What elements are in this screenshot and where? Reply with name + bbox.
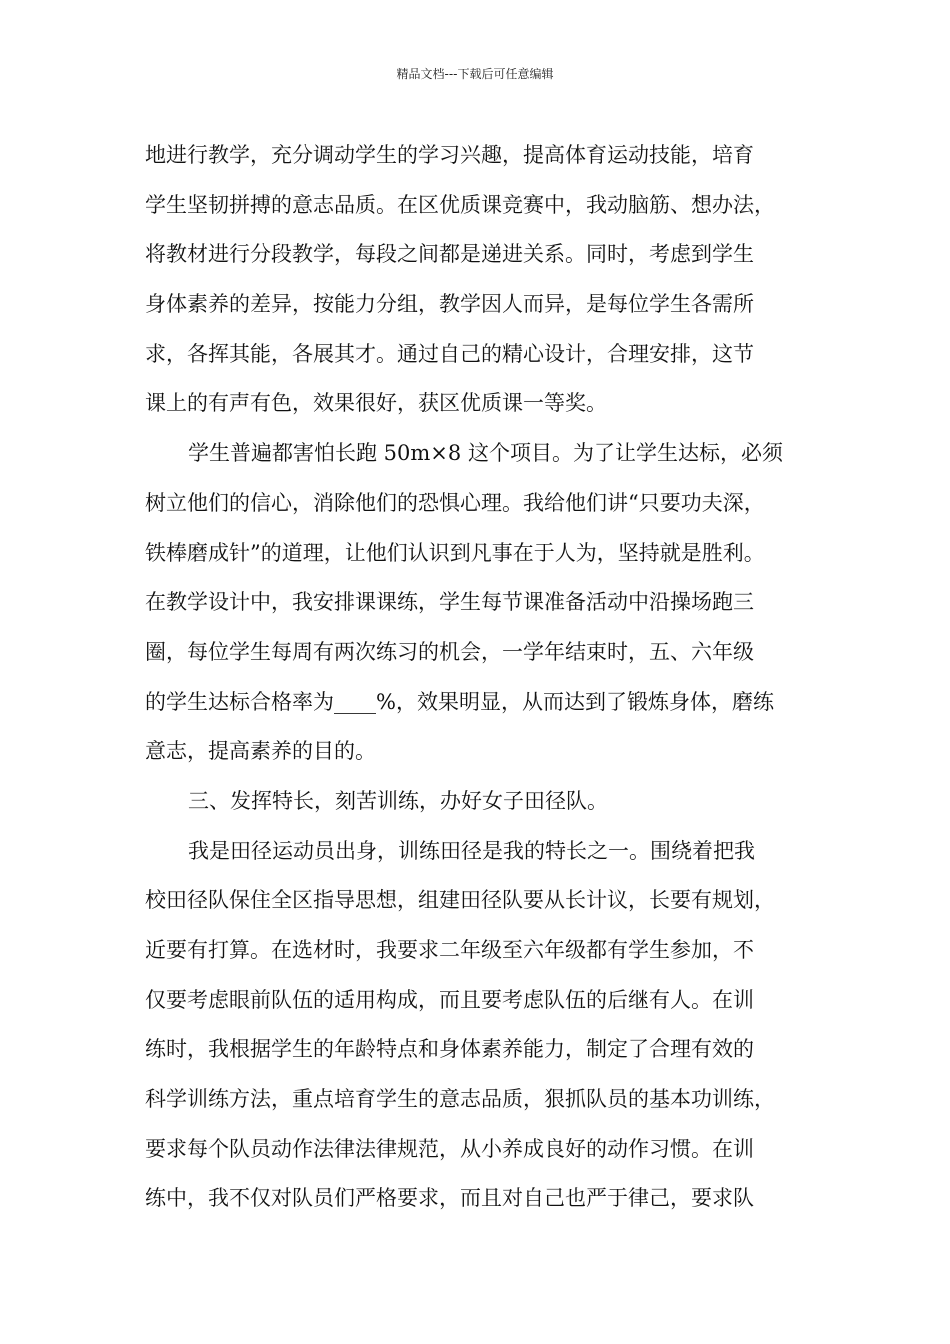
text-line: 地进行教学，充分调动学生的学习兴趣，提高体育运动技能，培育: [145, 143, 754, 167]
text-line: 身体素养的差异，按能力分组，教学因人而异，是每位学生各需所: [145, 292, 754, 317]
text-line: 的学生达标合格率为____%，效果明显，从而达到了锻炼身体，磨练: [145, 689, 774, 714]
document-body: [145, 131, 815, 1224]
text-line: 意志，提高素养的目的。: [145, 739, 376, 764]
text-line: 要求每个队员动作法律法律规范，从小养成良好的动作习惯。在训: [145, 1136, 754, 1161]
text-line: 我是田径运动员出身，训练田径是我的特长之一。围绕着把我: [188, 838, 755, 863]
text-line: 近要有打算。在选材时，我要求二年级至六年级都有学生参加，不: [145, 938, 754, 962]
text-line: 铁棒磨成针”的道理，让他们认识到凡事在于人为，坚持就是胜利。: [145, 540, 765, 565]
text-line: 学生坚韧拼搏的意志品质。在区优质课竞赛中，我动脑筋、想办法，: [145, 192, 775, 217]
text-line: 练中，我不仅对队员们严格要求，而且对自己也严于律己，要求队: [145, 1186, 754, 1211]
text-line: 学生普遍都害怕长跑 50m×8 这个项目。为了让学生达标，必须: [188, 441, 783, 466]
page-header: 精品文档---下载后可任意编辑: [396, 67, 554, 81]
text-line: 校田径队保住全区指导思想，组建田径队要从长计议，长要有规划，: [145, 888, 775, 913]
text-line: 三、发挥特长，刻苦训练，办好女子田径队。: [188, 788, 608, 813]
text-line: 课上的有声有色，效果很好，获区优质课一等奖。: [145, 391, 607, 416]
text-line: 仅要考虑眼前队伍的适用构成，而且要考虑队伍的后继有人。在训: [145, 987, 754, 1012]
text-line: 求，各挥其能，各展其才。通过自己的精心设计，合理安排，这节: [145, 341, 754, 366]
text-line: 圈，每位学生每周有两次练习的机会，一学年结束时，五、六年级: [145, 639, 754, 664]
text-line: 将教材进行分段教学，每段之间都是递进关系。同时，考虑到学生: [145, 242, 754, 267]
text-line: 树立他们的信心，消除他们的恐惧心理。我给他们讲“只要功夫深，: [145, 490, 765, 515]
text-line: 科学训练方法，重点培育学生的意志品质，狠抓队员的基本功训练，: [145, 1087, 775, 1112]
text-line: 练时，我根据学生的年龄特点和身体素养能力，制定了合理有效的: [145, 1037, 754, 1062]
text-line: 在教学设计中，我安排课课练，学生每节课准备活动中沿操场跑三: [145, 590, 754, 615]
